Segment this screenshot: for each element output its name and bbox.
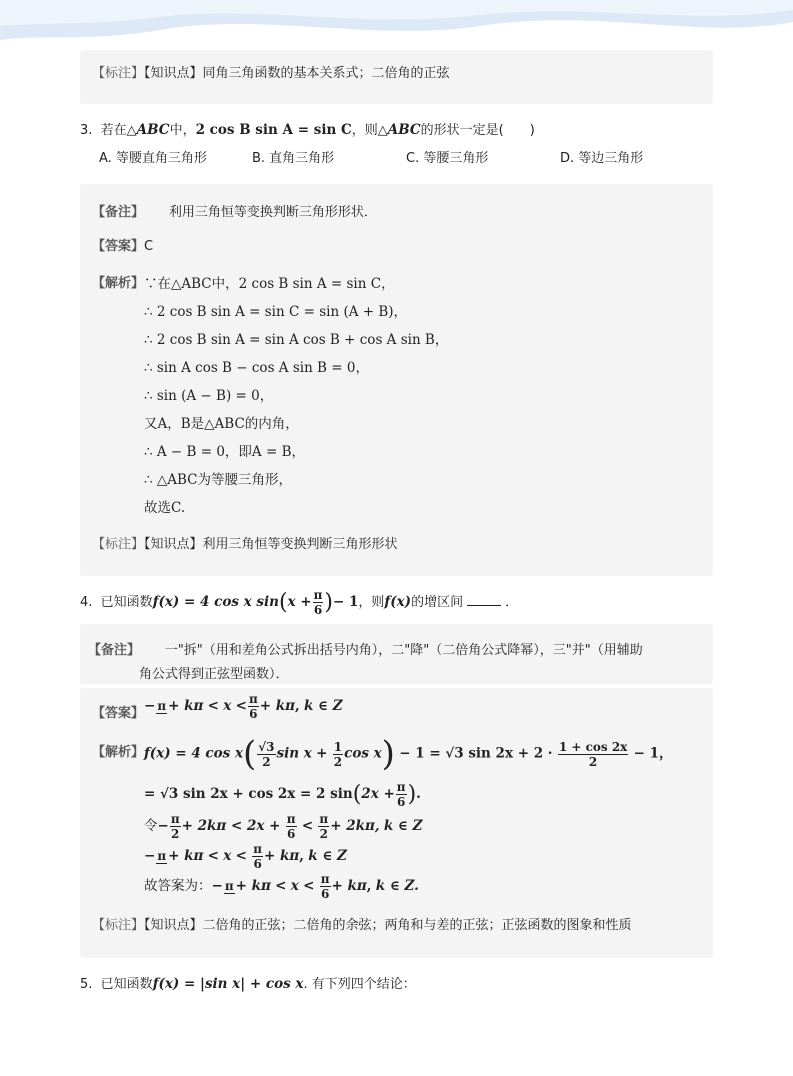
q4-line-1: f(x) = 4 cos x( $\frac{√3}{2}$ sin x + $\frac{1}{2}$ cos x) − 1 = √3 sin 2x + 2 · $\frac{1 + \cos 2x}{2}$ − 1， xyxy=(144,734,673,774)
option-c: C. 等腰三角形 xyxy=(406,151,489,166)
q4-line-4: − π + kπ < x < $\frac{\pi}{6}$ + kπ, k ∈ Z xyxy=(144,842,347,871)
q4-mark: 【标注】【知识点】二倍角的正弦；二倍角的余弦；两角和与差的正弦；正弦函数的图象和性质 xyxy=(92,918,632,933)
q4-answer: − π + kπ < x < $\frac{\pi}{6}$ + kπ, k ∈ Z xyxy=(144,692,343,721)
q4-line-2: = √3 sin 2x + cos 2x = 2 sin(2x + $\frac{\pi}{6}$ ). xyxy=(144,780,421,809)
q3-line-6: 又A，B是△ABC的内角， xyxy=(144,416,299,432)
q3-answer: 【答案】C xyxy=(92,239,154,254)
q3-line-1: ∵在△ABC中，2 cos B sin A = sin C， xyxy=(144,276,395,292)
q3-analysis-tag: 【解析】 xyxy=(92,276,145,291)
q3-solution-box xyxy=(80,184,713,576)
q4-line-5: 故答案为：− π + kπ < x < $\frac{\pi}{6}$ + kπ, k ∈ Z. xyxy=(144,872,419,901)
option-a: A. 等腰直角三角形 xyxy=(99,151,207,166)
q3-line-5: ∴ sin (A − B) = 0， xyxy=(144,388,274,404)
q3-line-8: ∴ △ABC为等腰三角形， xyxy=(144,472,293,488)
q3-line-3: ∴ 2 cos B sin A = sin A cos B + cos A sin B， xyxy=(144,332,449,348)
q3-line-7: ∴ A − B = 0，即A = B， xyxy=(144,444,305,460)
option-d: D. 等边三角形 xyxy=(560,151,644,166)
question-3-stem: 3. 若在△ABC中，2 cos B sin A = sin C，则△ABC的形状一定是( ) xyxy=(80,122,535,138)
q4-note: 【备注】 一"拆"（用和差角公式拆出括号内角），二"降"（二倍角公式降幂），三"并"（用辅助 xyxy=(88,643,643,658)
q3-note: 【备注】 利用三角恒等变换判断三角形形状． xyxy=(92,205,377,220)
q4-analysis-tag: 【解析】 xyxy=(92,745,145,760)
q3-line-9: 故选C. xyxy=(144,500,186,516)
question-4-stem: 4. 已知函数f(x) = 4 cos x sin(x + $\frac{\pi}{6}$ )− 1，则f(x)的增区间 ． xyxy=(80,588,519,617)
q3-line-4: ∴ sin A cos B − cos A sin B = 0， xyxy=(144,360,369,376)
prev-mark: 【标注】【知识点】同角三角函数的基本关系式；二倍角的正弦 xyxy=(92,66,450,81)
q4-note-2: 角公式得到正弦型函数）． xyxy=(139,667,289,682)
question-5-stem: 5. 已知函数f(x) = |sin x| + cos x. 有下列四个结论： xyxy=(80,976,416,992)
q4-line-3: 令− $\frac{\pi}{2}$ + 2kπ < 2x + $\frac{\pi}{6}$ < $\frac{\pi}{2}$ + 2kπ, k ∈ Z xyxy=(144,812,423,841)
q3-line-2: ∴ 2 cos B sin A = sin C = sin (A + B)， xyxy=(144,304,408,320)
option-b: B. 直角三角形 xyxy=(252,151,335,166)
answer-blank xyxy=(467,593,501,606)
q4-answer-tag: 【答案】 xyxy=(92,706,145,721)
q3-mark: 【标注】【知识点】利用三角恒等变换判断三角形形状 xyxy=(92,537,398,552)
